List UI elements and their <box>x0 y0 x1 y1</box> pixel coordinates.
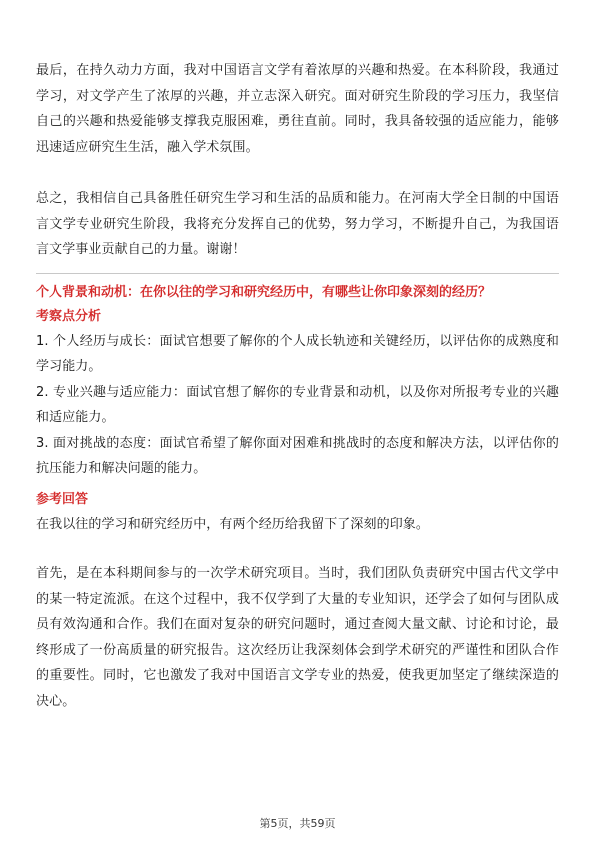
intro-paragraph-1: 最后，在持久动力方面，我对中国语言文学有着浓厚的兴趣和热爱。在本科阶段，我通过学习，对文学产生了浓厚的兴趣，并立志深入研究。面对研究生阶段的学习压力，我坚信自己的兴趣和热爱能够支撑我克服困难，勇往直前。同时，我具备较强的适应能力，能够迅速适应研究生生活，融入学术氛围。 <box>36 63 559 155</box>
answer-title: 参考回答 <box>36 491 89 507</box>
page-footer: 第5页，共59页 <box>259 817 336 830</box>
answer-paragraph-2: 首先，是在本科期间参与的一次学术研究项目。当时，我们团队负责研究中国古代文学中的某一特定流派。在这个过程中，我不仅学到了大量的专业知识，还学会了如何与团队成员有效沟通和合作。我们在面对复杂的研究问题时，通过查阅大量文献、讨论和讨论，最终形成了一份高质量的研究报告。这次经历让我深刻体会到学术研究的严谨性和团队合作的重要性。同时，它也激发了我对中国语言文学专业的热爱，使我更加坚定了继续深造的决心。 <box>36 566 559 709</box>
question-heading: 个人背景和动机：在你以往的学习和研究经历中，有哪些让你印象深刻的经历？ <box>36 284 492 300</box>
section-divider <box>36 273 559 274</box>
analysis-item-2: 2. 专业兴趣与适应能力：面试官想了解你的专业背景和动机，以及你对所报考专业的兴趣和适应能力。 <box>36 384 559 425</box>
analysis-item-3: 3. 面对挑战的态度：面试官希望了解你面对困难和挑战时的态度和解决方法，以评估你的抗压能力和解决问题的能力。 <box>36 435 559 476</box>
document-body <box>36 58 559 714</box>
analysis-item-1: 1. 个人经历与成长：面试官想要了解你的个人成长轨迹和关键经历，以评估你的成熟度和学习能力。 <box>36 333 559 374</box>
spacer <box>36 160 559 186</box>
spacer <box>36 537 559 561</box>
analysis-title: 考察点分析 <box>36 308 102 324</box>
answer-paragraph-1: 在我以往的学习和研究经历中，有两个经历给我留下了深刻的印象。 <box>36 516 430 532</box>
intro-paragraph-2: 总之，我相信自己具备胜任研究生学习和生活的品质和能力。在河南大学全日制的中国语言文学专业研究生阶段，我将充分发挥自己的优势，努力学习，不断提升自己，为我国语言文学事业贡献自己的力量。谢谢！ <box>36 191 559 257</box>
